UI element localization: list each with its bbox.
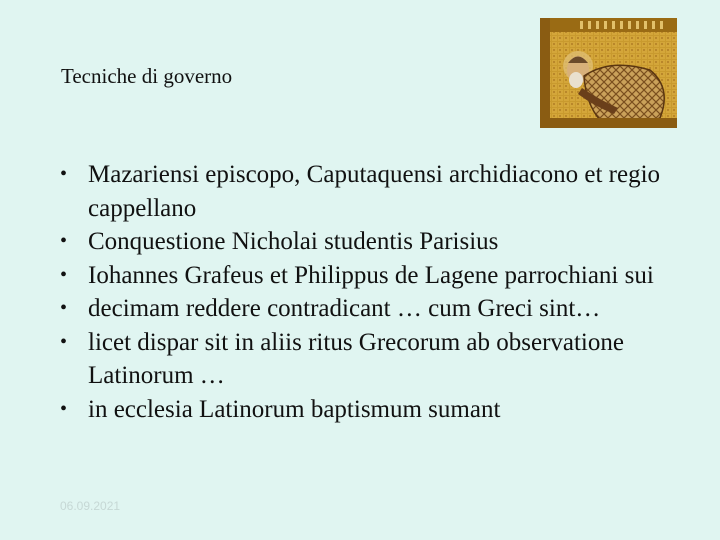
bullet-icon: • [60,297,68,319]
list-item [60,225,670,259]
slide-title: Tecniche di governo [61,64,233,88]
bullet-text: decimam reddere contradicant … cum Greci sint… [88,295,601,322]
list-item [60,326,670,393]
slide-date: 06.09.2021 [60,499,121,513]
bullet-icon: • [60,263,68,286]
list-item [60,158,670,225]
bullet-text: licet dispar sit in aliis ritus Grecorum ab observatione Latinorum … [88,328,624,389]
bullet-icon: • [60,397,68,420]
bullet-text: Conquestione Nicholai studentis Parisius [88,228,499,255]
bullet-list [60,158,670,426]
bullet-text: in ecclesia Latinorum baptismum sumant [88,395,501,423]
list-item [60,292,670,326]
list-item [60,393,670,427]
bullet-icon: • [60,163,68,185]
list-item [60,259,670,293]
bullet-text: Mazariensi episcopo, Caputaquensi archidiacono et regio cappellano [88,161,661,222]
bullet-icon: • [60,230,68,252]
mosaic-image [540,18,677,128]
bullet-icon: • [60,330,68,353]
bullet-text: Iohannes Grafeus et Philippus de Lagene parrochiani sui [88,261,654,289]
